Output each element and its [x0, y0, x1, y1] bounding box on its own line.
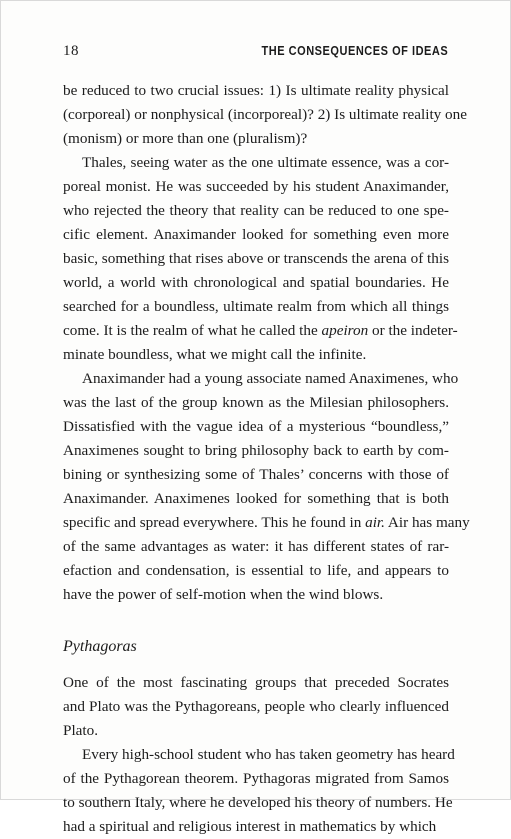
paragraph-block [63, 79, 470, 607]
paragraph [63, 367, 470, 607]
section-paragraph-block [63, 671, 455, 839]
page-header [63, 43, 448, 63]
text-line: One of the most fascinating groups that preceded Socrates [63, 674, 449, 691]
text-line: and Plato was the Pythagoreans, people who clearly influenced [63, 698, 449, 715]
text-line: world, a world with chronological and spatial boundaries. He [63, 274, 449, 291]
text-line: Every high-school student who has taken geometry has heard [82, 746, 455, 763]
text-line: Anaximander. Anaximenes looked for something that is both [63, 490, 449, 507]
text-line: come. It is the realm of what he called the apeiron or the indeter- [63, 322, 458, 339]
page-body [63, 79, 470, 839]
text-line: (corporeal) or nonphysical (incorporeal)? 2) Is ultimate reality one [63, 106, 467, 123]
paragraph [63, 671, 449, 743]
text-line: Thales, seeing water as the one ultimate essence, was a cor- [82, 154, 449, 171]
text-line: of the Pythagorean theorem. Pythagoras migrated from Samos [63, 770, 449, 787]
text-line: Anaximenes sought to bring philosophy back to earth by com- [63, 442, 449, 459]
text-line: poreal monist. He was succeeded by his student Anaximander, [63, 178, 449, 195]
text-line: had a spiritual and religious interest in mathematics by which [63, 818, 437, 835]
text-line: Plato. [63, 722, 99, 739]
text-line: efaction and condensation, is essential to life, and appears to [63, 562, 449, 579]
text-line: (monism) or more than one (pluralism)? [63, 130, 308, 147]
paragraph [63, 743, 455, 839]
running-head: THE CONSEQUENCES OF IDEAS [261, 44, 448, 58]
text-line: searched for a boundless, ultimate realm from which all things [63, 298, 449, 315]
text-line: minate boundless, what we might call the infinite. [63, 346, 367, 363]
text-line: to southern Italy, where he developed his theory of numbers. He [63, 794, 453, 811]
text-line: cific element. Anaximander looked for something even more [63, 226, 449, 243]
section-heading: Pythagoras [63, 638, 137, 655]
paragraph [63, 79, 467, 151]
text-line: was the last of the group known as the Milesian philosophers. [63, 394, 449, 411]
text-line: basic, something that rises above or transcends the arena of this [63, 250, 449, 267]
text-line: specific and spread everywhere. This he found in air. Air has many [63, 514, 470, 531]
text-line: Anaximander had a young associate named Anaximenes, who [82, 370, 459, 387]
text-line: be reduced to two crucial issues: 1) Is ultimate reality physical [63, 82, 449, 99]
text-line: Dissatisfied with the vague idea of a mysterious “boundless,” [63, 418, 449, 435]
page-number: 18 [63, 43, 79, 59]
text-line: bining or synthesizing some of Thales’ concerns with those of [63, 466, 449, 483]
text-line: of the same advantages as water: it has different states of rar- [63, 538, 449, 555]
text-line: who rejected the theory that reality can be reduced to one spe- [63, 202, 449, 219]
text-line: have the power of self-motion when the wind blows. [63, 586, 384, 603]
paragraph [63, 151, 458, 367]
